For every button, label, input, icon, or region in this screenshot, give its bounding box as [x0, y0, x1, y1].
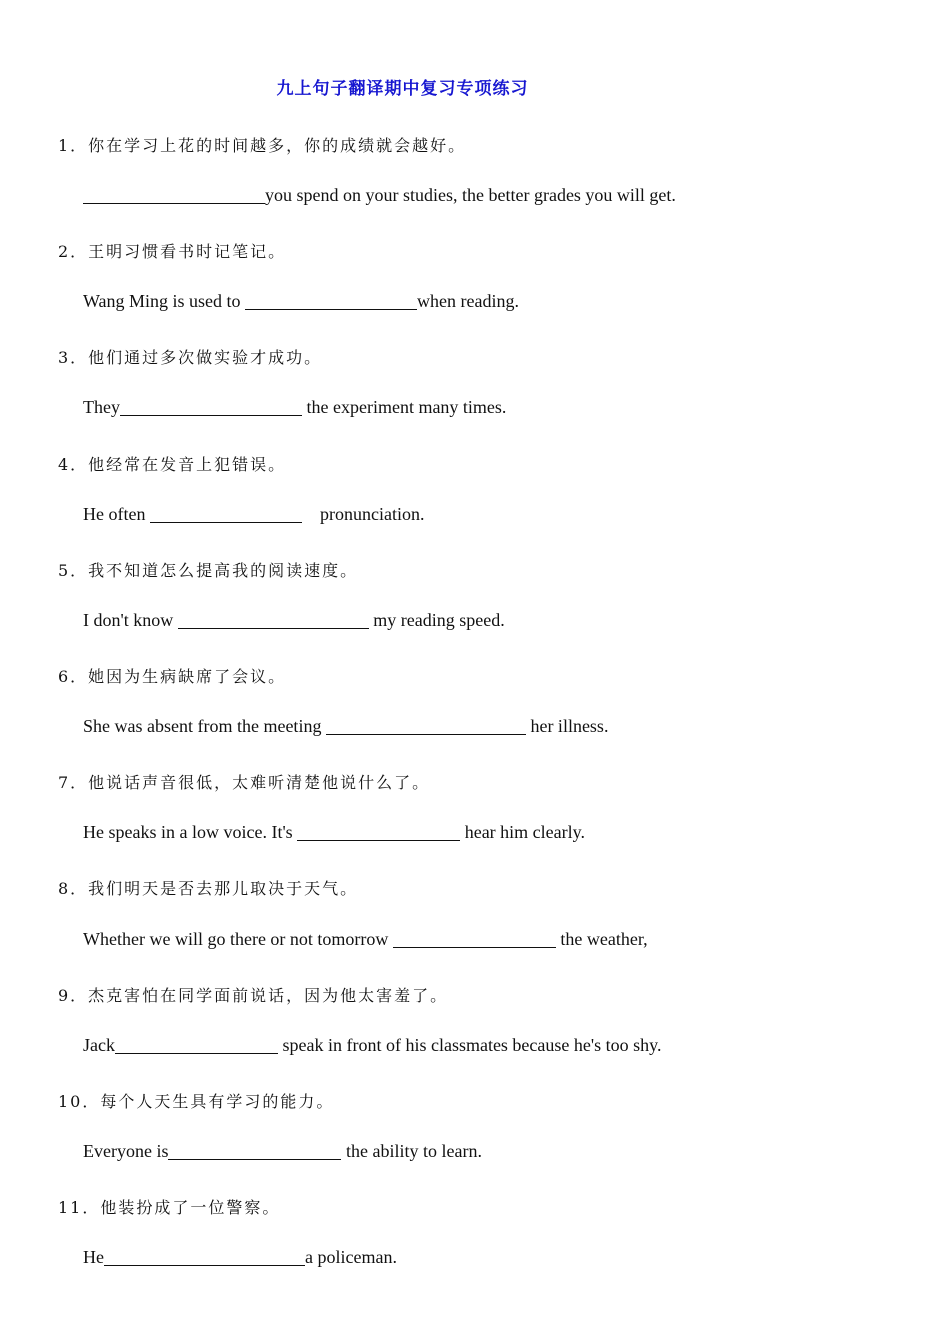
- answer-blank[interactable]: [393, 930, 556, 948]
- answer-blank[interactable]: [104, 1248, 305, 1266]
- answer-suffix: my reading speed.: [368, 610, 505, 630]
- answer-prefix: Jack: [83, 1035, 115, 1055]
- answer-prefix: They: [83, 397, 120, 417]
- answer-line-9: [83, 1035, 661, 1056]
- answer-line-3: [83, 397, 506, 418]
- answer-blank[interactable]: [120, 398, 302, 416]
- answer-prefix: I don't know: [83, 610, 178, 630]
- question-4: 4．他经常在发音上犯错误。: [58, 455, 287, 474]
- answer-blank[interactable]: [297, 823, 460, 841]
- answer-line-2: [83, 291, 519, 312]
- question-7: 7．他说话声音很低，太难听清楚他说什么了。: [58, 773, 431, 792]
- answer-suffix: speak in front of his classmates because he's too shy.: [277, 1035, 662, 1055]
- answer-suffix: her illness.: [525, 716, 609, 736]
- answer-prefix: He speaks in a low voice. It's: [83, 822, 298, 842]
- answer-blank[interactable]: [168, 1142, 341, 1160]
- answer-suffix: you spend on your studies, the better grades you will get.: [265, 185, 676, 205]
- answer-prefix: Everyone is: [83, 1141, 169, 1161]
- question-9: 9．杰克害怕在同学面前说话，因为他太害羞了。: [58, 986, 449, 1005]
- question-10: 10．每个人天生具有学习的能力。: [58, 1092, 335, 1111]
- answer-line-1: [83, 185, 676, 206]
- answer-blank[interactable]: [115, 1036, 278, 1054]
- answer-prefix: She was absent from the meeting: [83, 716, 326, 736]
- question-6: 6．她因为生病缺席了会议。: [58, 667, 287, 686]
- question-5: 5．我不知道怎么提高我的阅读速度。: [58, 561, 359, 580]
- answer-prefix: He often: [83, 504, 150, 524]
- answer-line-8: [83, 929, 648, 950]
- answer-prefix: Wang Ming is used to: [83, 291, 246, 311]
- answer-line-10: [83, 1141, 482, 1162]
- answer-suffix: the weather,: [555, 929, 648, 949]
- question-11: 11．他装扮成了一位警察。: [58, 1198, 281, 1217]
- answer-prefix: He: [83, 1247, 104, 1267]
- answer-blank[interactable]: [178, 611, 369, 629]
- answer-line-7: [83, 822, 585, 843]
- answer-suffix: hear him clearly.: [460, 822, 585, 842]
- answer-line-6: [83, 716, 608, 737]
- answer-line-4: [83, 504, 424, 525]
- worksheet-title: 九上句子翻译期中复习专项练习: [276, 79, 529, 99]
- answer-line-11: [83, 1247, 397, 1268]
- answer-blank[interactable]: [83, 186, 265, 204]
- answer-blank[interactable]: [245, 292, 417, 310]
- question-1: 1．你在学习上花的时间越多，你的成绩就会越好。: [58, 136, 467, 155]
- question-2: 2．王明习惯看书时记笔记。: [58, 242, 287, 261]
- answer-suffix: a policeman.: [305, 1247, 397, 1267]
- answer-suffix: pronunciation.: [301, 504, 425, 524]
- answer-prefix: Whether we will go there or not tomorrow: [83, 929, 393, 949]
- answer-line-5: [83, 610, 505, 631]
- answer-suffix: when reading.: [417, 291, 520, 311]
- question-3: 3．他们通过多次做实验才成功。: [58, 348, 323, 367]
- answer-suffix: the experiment many times.: [301, 397, 507, 417]
- question-8: 8．我们明天是否去那儿取决于天气。: [58, 879, 359, 898]
- answer-suffix: the ability to learn.: [341, 1141, 482, 1161]
- answer-blank[interactable]: [326, 717, 526, 735]
- answer-blank[interactable]: [150, 505, 302, 523]
